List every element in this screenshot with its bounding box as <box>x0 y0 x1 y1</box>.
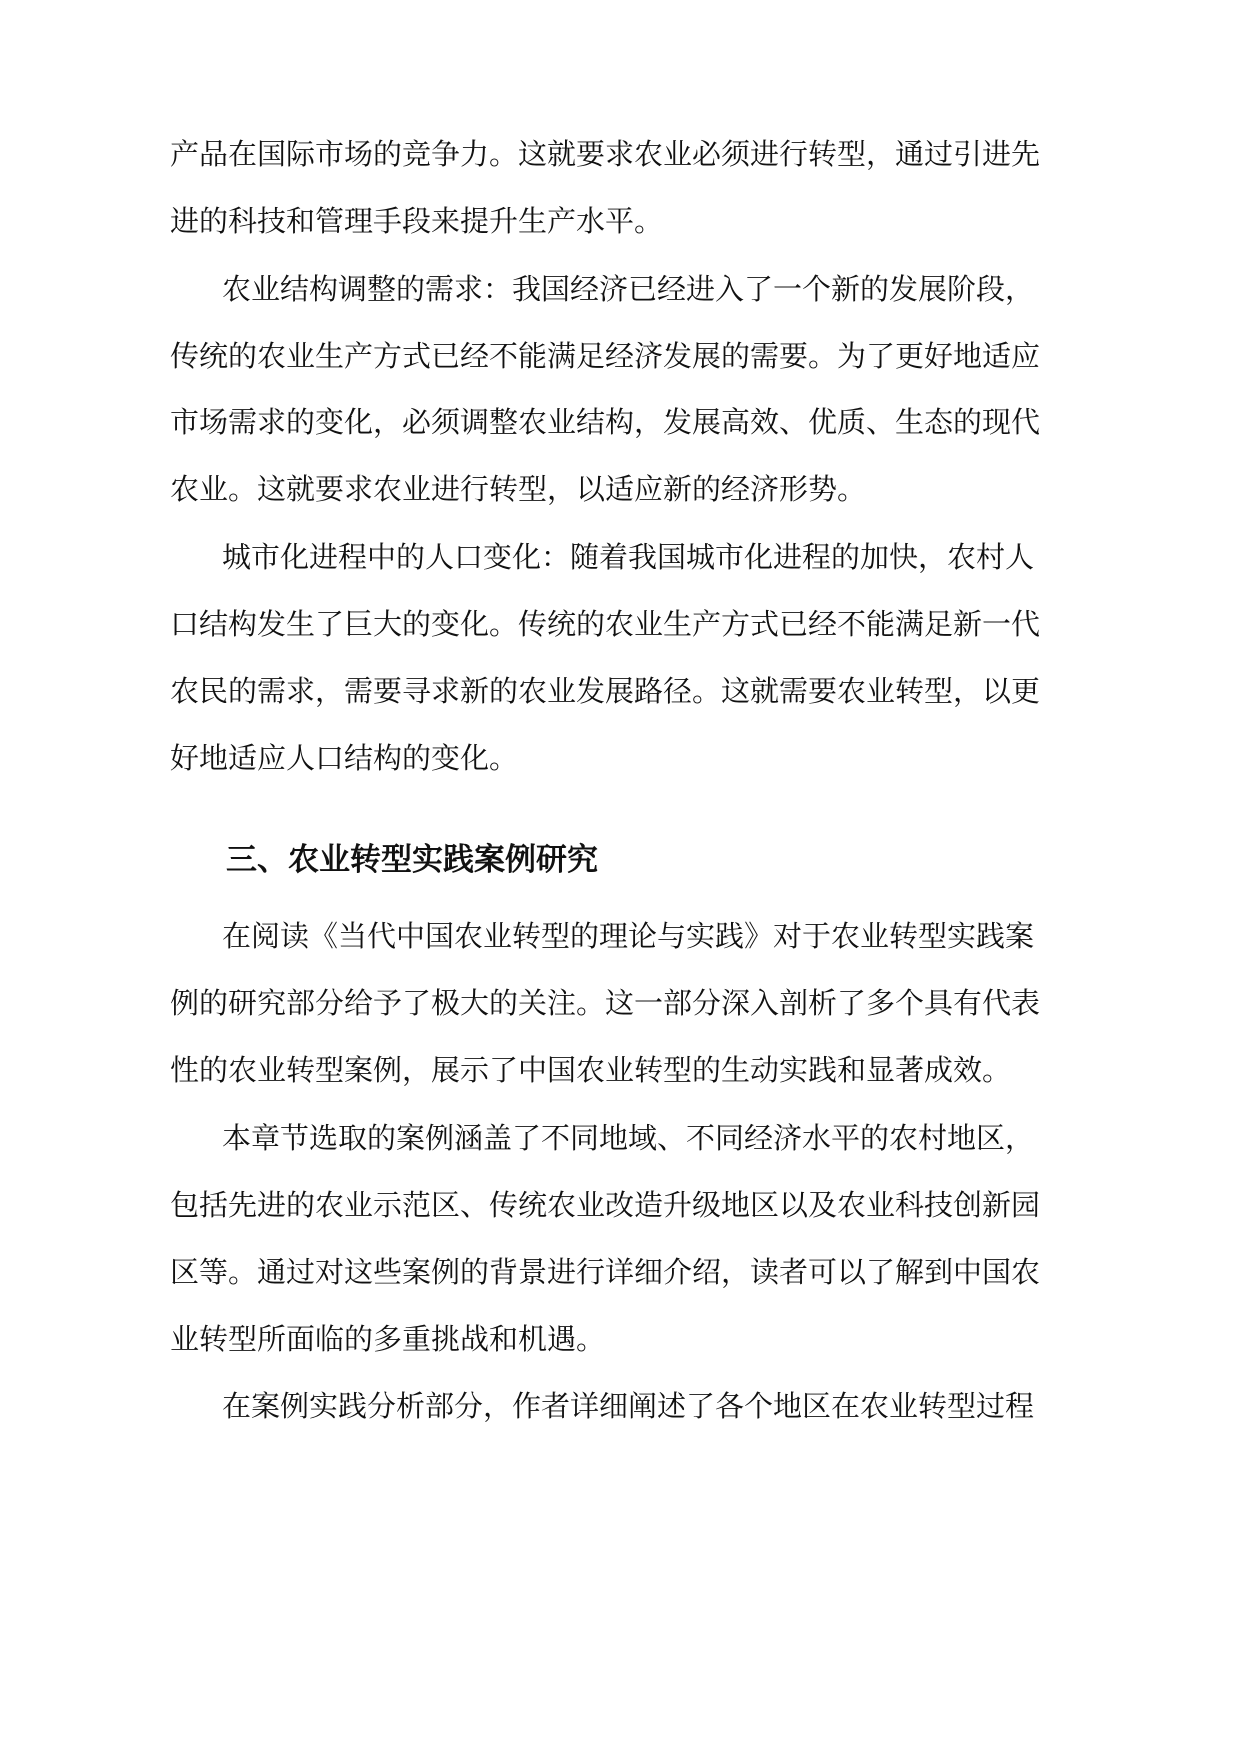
text-line-content: 产品在国际市场的竞争力。这就要求农业必须进行转型，通过引进先 <box>170 137 1041 171</box>
text-line <box>0 1376 1241 1436</box>
text-line <box>0 326 1241 386</box>
text-line-content: 性的农业转型案例，展示了中国农业转型的生动实践和显著成效。 <box>170 1053 1012 1087</box>
text-line-content: 市场需求的变化，必须调整农业结构，发展高效、优质、生态的现代 <box>170 405 1041 439</box>
text-line <box>0 661 1241 721</box>
section-heading <box>0 830 1241 890</box>
text-line <box>0 594 1241 654</box>
text-line-content: 在阅读《当代中国农业转型的理论与实践》对于农业转型实践案 <box>222 919 1035 953</box>
text-line <box>0 1309 1241 1369</box>
text-line <box>0 259 1241 319</box>
text-line-content: 本章节选取的案例涵盖了不同地域、不同经济水平的农村地区， <box>222 1121 1035 1155</box>
text-line-content: 农民的需求，需要寻求新的农业发展路径。这就需要农业转型，以更 <box>170 674 1041 708</box>
text-line-content: 业转型所面临的多重挑战和机遇。 <box>170 1322 606 1356</box>
text-line-content: 口结构发生了巨大的变化。传统的农业生产方式已经不能满足新一代 <box>170 607 1041 641</box>
text-line-content: 例的研究部分给予了极大的关注。这一部分深入剖析了多个具有代表 <box>170 986 1041 1020</box>
text-line-content: 区等。通过对这些案例的背景进行详细介绍，读者可以了解到中国农 <box>170 1255 1041 1289</box>
text-line <box>0 527 1241 587</box>
text-line-content: 农业结构调整的需求：我国经济已经进入了一个新的发展阶段， <box>222 272 1035 306</box>
text-line <box>0 973 1241 1033</box>
text-line <box>0 1175 1241 1235</box>
section-heading-text: 三、农业转型实践案例研究 <box>226 842 598 878</box>
text-line <box>0 1108 1241 1168</box>
text-line-content: 城市化进程中的人口变化：随着我国城市化进程的加快，农村人 <box>222 540 1035 574</box>
text-line-content: 进的科技和管理手段来提升生产水平。 <box>170 204 664 238</box>
text-line-content: 在案例实践分析部分，作者详细阐述了各个地区在农业转型过程 <box>222 1389 1035 1423</box>
text-line <box>0 124 1241 184</box>
text-line <box>0 728 1241 788</box>
text-line-content: 农业。这就要求农业进行转型，以适应新的经济形势。 <box>170 472 867 506</box>
text-line <box>0 1242 1241 1302</box>
text-line <box>0 392 1241 452</box>
text-line <box>0 1040 1241 1100</box>
text-line <box>0 459 1241 519</box>
text-line-content: 包括先进的农业示范区、传统农业改造升级地区以及农业科技创新园 <box>170 1188 1041 1222</box>
text-line <box>0 906 1241 966</box>
text-line <box>0 191 1241 251</box>
text-line-content: 传统的农业生产方式已经不能满足经济发展的需要。为了更好地适应 <box>170 339 1041 373</box>
text-line-content: 好地适应人口结构的变化。 <box>170 741 519 775</box>
